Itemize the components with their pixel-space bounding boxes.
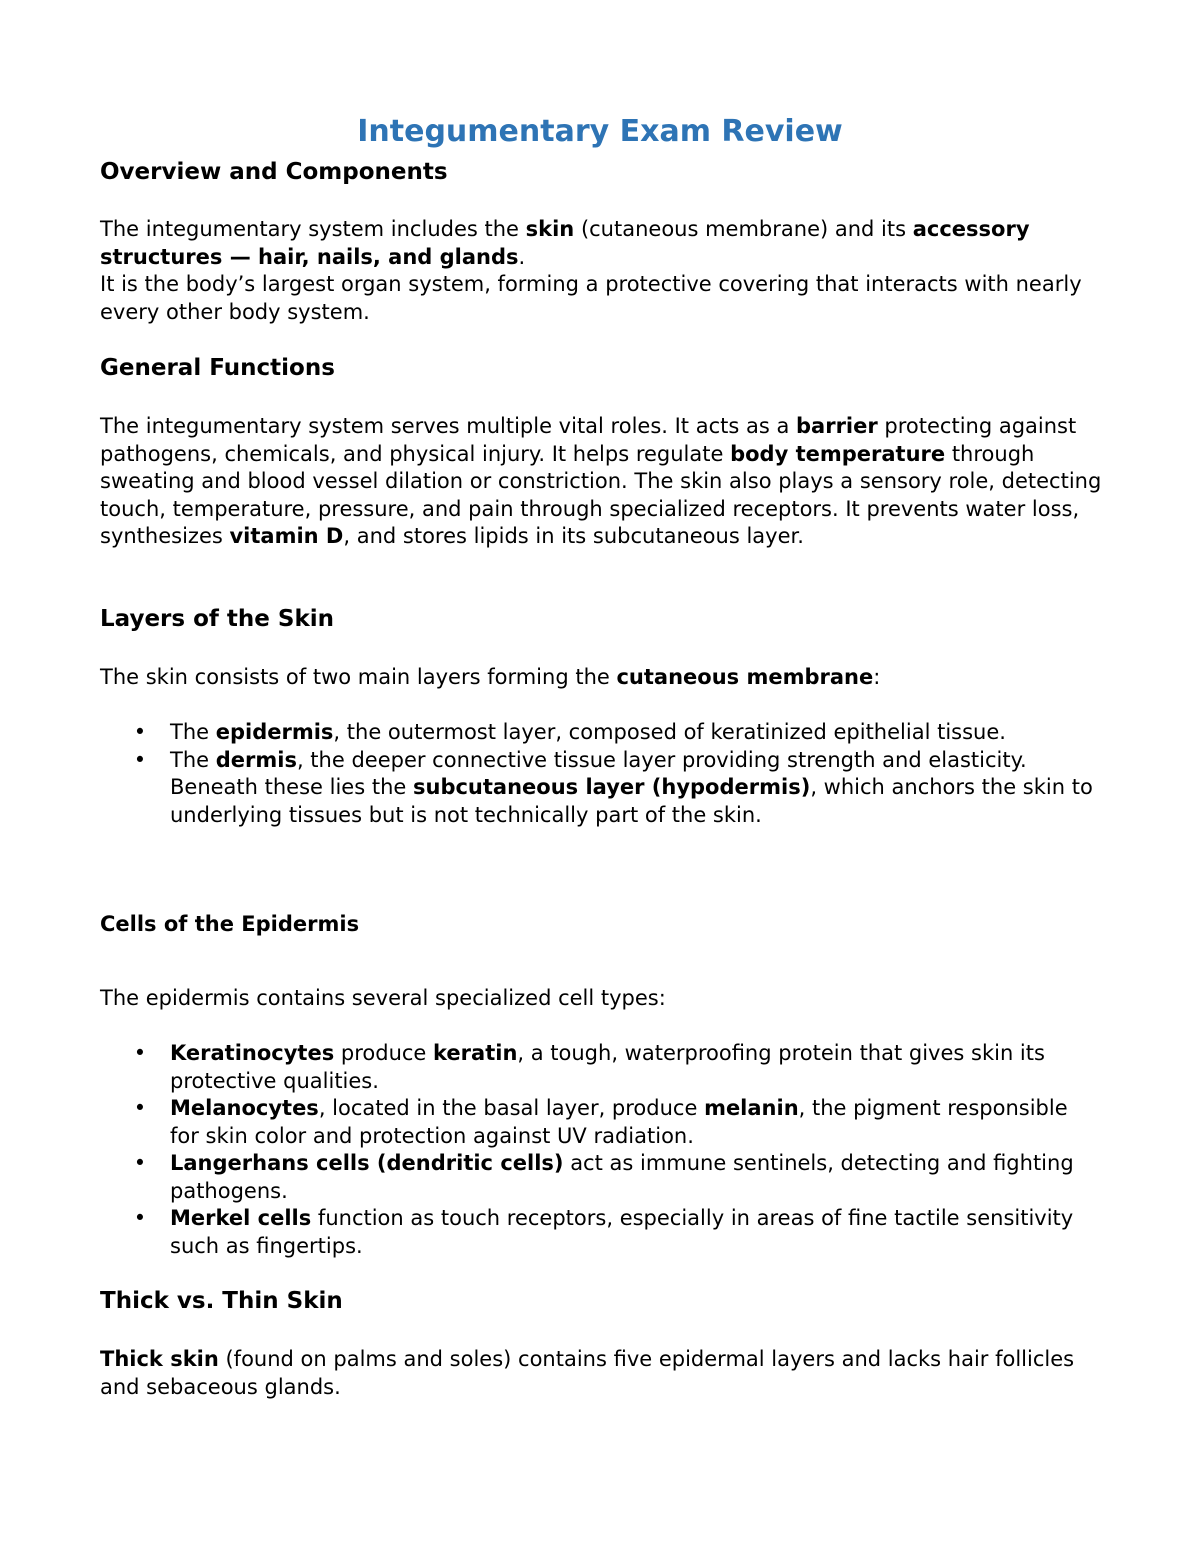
- text-run: through sweating and blood vessel dilation or constriction. The skin also plays a sensory role, detecting touch, temperature, pressure, and pain through specialized receptors. It prevents water loss, synthesizes: [100, 441, 1102, 548]
- text-run: , and stores lipids in its subcutaneous layer.: [343, 524, 804, 548]
- text-run: .: [518, 244, 526, 269]
- bold-term: subcutaneous layer (hypodermis): [413, 775, 811, 799]
- bold-term: cutaneous membrane: [616, 665, 874, 689]
- text-run: The skin consists of two main layers forming the: [100, 665, 617, 689]
- overview-paragraph: [100, 216, 1105, 326]
- text-run: The: [170, 720, 216, 744]
- heading-general-functions: General Functions: [100, 355, 335, 381]
- bold-term: Merkel cells: [170, 1206, 312, 1230]
- heading-cells: Cells of the Epidermis: [100, 912, 360, 936]
- text-run: The: [170, 747, 216, 772]
- bold-term: vitamin D: [229, 524, 344, 548]
- text-run: The integumentary system serves multiple vital roles. It acts as a: [100, 414, 797, 438]
- list-continuation: [170, 774, 1100, 829]
- text-run: It is the body’s largest organ system, forming a protective covering that interacts with nearly every other body system.: [100, 272, 1082, 324]
- text-run: , which anchors the skin to underlying tissues but is not technically part of the skin.: [170, 775, 1093, 827]
- bold-term: melanin: [704, 1096, 799, 1120]
- text-run: (found on palms and soles) contains five epidermal layers and lacks hair follicles and sebaceous glands.: [100, 1347, 1075, 1399]
- list-item: [100, 747, 1100, 830]
- bold-term: barrier: [796, 414, 878, 438]
- text-run: (cutaneous membrane) and its: [574, 217, 913, 241]
- text-run: produce: [334, 1041, 434, 1065]
- document-title: Integumentary Exam Review: [357, 114, 843, 149]
- list-item: [100, 1095, 1100, 1150]
- bullet: •: [133, 720, 147, 744]
- bold-term: accessory structures — hair, nails, and glands: [100, 217, 1030, 269]
- bold-term: Keratinocytes: [170, 1041, 335, 1065]
- bullet: •: [133, 1206, 147, 1230]
- bold-term: Melanocytes: [170, 1096, 319, 1120]
- text-run: The integumentary system includes the: [100, 217, 526, 241]
- list-item: [100, 1040, 1100, 1095]
- text-run: protecting against pathogens, chemicals, and physical injury. It helps regulate: [100, 414, 1077, 466]
- thick-paragraph: [100, 1346, 1105, 1401]
- text-run: :: [873, 665, 881, 689]
- list-item: [100, 719, 1100, 747]
- text-run: , the pigment responsible for skin color and protection against UV radiation.: [170, 1096, 1068, 1148]
- heading-layers: Layers of the Skin: [100, 606, 335, 632]
- text-run: Beneath these lies the: [170, 775, 413, 799]
- text-run: , a tough, waterproofing protein that gives skin its protective qualities.: [170, 1041, 1045, 1093]
- text-run: , located in the basal layer, produce: [318, 1096, 705, 1120]
- bullet: •: [133, 747, 147, 772]
- bold-term: body temperature: [730, 441, 946, 466]
- cells-list: [100, 1040, 1100, 1260]
- functions-paragraph: [100, 413, 1105, 551]
- layers-list: [100, 719, 1100, 829]
- bullet: •: [133, 1151, 147, 1175]
- list-item: [100, 1205, 1100, 1260]
- bullet: •: [133, 1041, 147, 1065]
- text-run: act as immune sentinels, detecting and fighting pathogens.: [170, 1151, 1074, 1203]
- text-run: , the outermost layer, composed of keratinized epithelial tissue.: [333, 720, 1006, 744]
- bold-term: Langerhans cells (dendritic cells): [170, 1151, 564, 1175]
- list-item: [100, 1150, 1100, 1205]
- bullet: •: [133, 1096, 147, 1120]
- heading-thick-thin: Thick vs. Thin Skin: [100, 1288, 343, 1314]
- bold-term: Thick skin: [100, 1347, 219, 1371]
- text-run: , the deeper connective tissue layer providing strength and elasticity.: [296, 747, 1027, 772]
- bold-term: epidermis: [215, 720, 334, 744]
- bold-term: dermis: [215, 747, 297, 772]
- bold-term: keratin: [433, 1041, 518, 1065]
- bold-term: skin: [525, 217, 575, 241]
- heading-overview: Overview and Components: [100, 159, 448, 185]
- text-run: function as touch receptors, especially in areas of fine tactile sensitivity such as fingertips.: [170, 1206, 1074, 1258]
- cells-intro: The epidermis contains several specialized cell types:: [100, 986, 666, 1010]
- layers-intro: [100, 664, 1105, 692]
